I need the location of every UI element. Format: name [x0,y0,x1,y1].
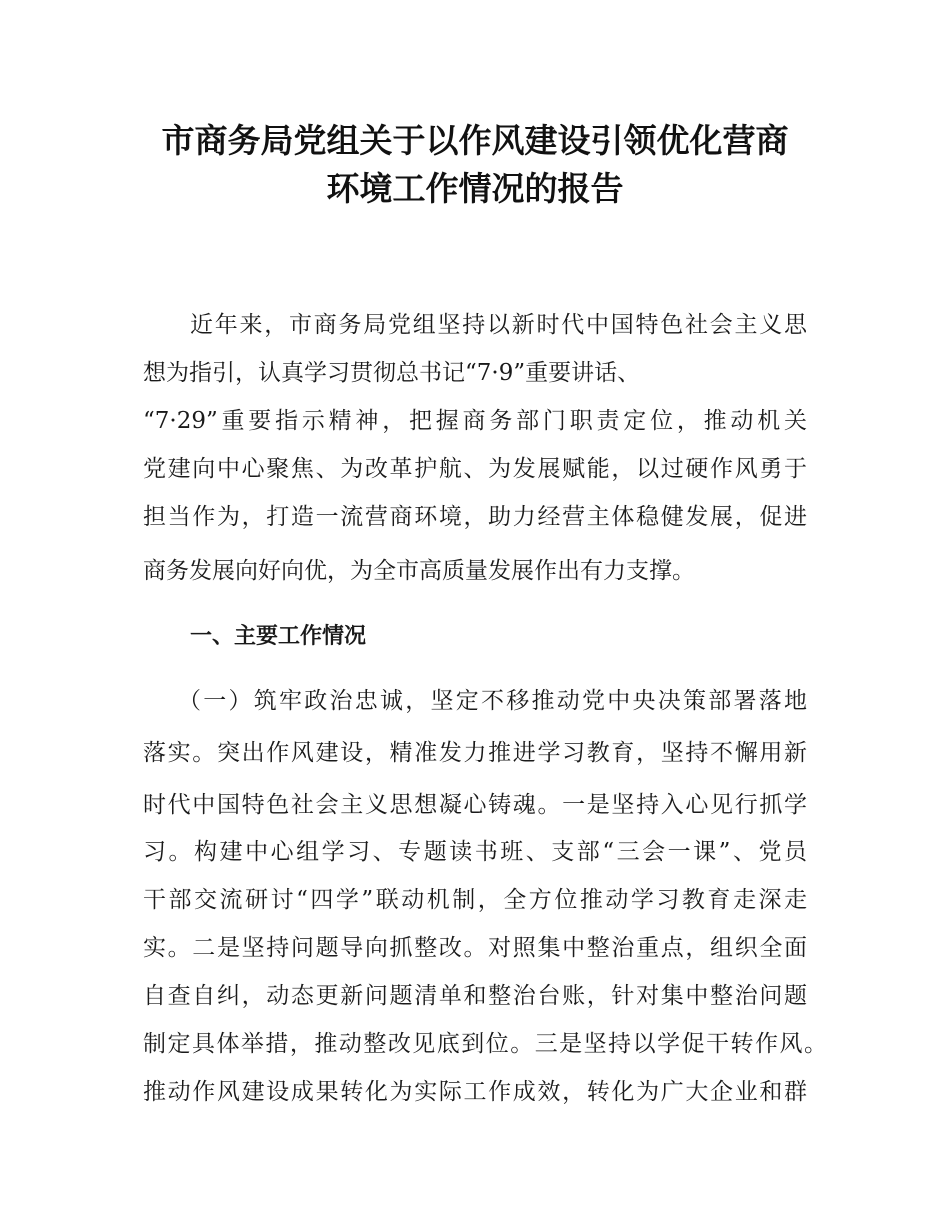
section-paragraph-line: 落实。突出作风建设，精准发力推进学习教育，坚持不懈用新 [143,740,807,766]
section-heading: 一、主要工作情况 [190,624,367,649]
section-paragraph-line: 制定具体举措，推动整改见底到位。三是坚持以学促干转作风。 [143,1031,827,1057]
section-paragraph-line: 干部交流研讨“四学”联动机制，全方位推动学习教育走深走 [143,887,807,913]
intro-paragraph-line: 担当作为，打造一流营商环境，助力经营主体稳健发展，促进 [143,504,807,530]
intro-paragraph-line: 近年来，市商务局党组坚持以新时代中国特色社会主义思 [190,312,807,338]
section-paragraph-line: 实。二是坚持问题导向抓整改。对照集中整治重点，组织全面 [143,935,807,961]
section-paragraph-line: 习。构建中心组学习、专题读书班、支部“三会一课”、党员 [143,839,807,865]
intro-paragraph-line: “7·29”重要指示精神，把握商务部门职责定位，推动机关 [143,408,807,434]
section-paragraph-line: （一）筑牢政治忠诚，坚定不移推动党中央决策部署落地 [178,688,807,714]
section-paragraph-line: 时代中国特色社会主义思想凝心铸魂。一是坚持入心见行抓学 [143,792,807,818]
intro-paragraph-line: 商务发展向好向优，为全市高质量发展作出有力支撑。 [143,558,695,584]
document-title-line-2: 环境工作情况的报告 [326,169,624,208]
intro-paragraph-line: 党建向中心聚焦、为改革护航、为发展赋能，以过硬作风勇于 [143,456,807,482]
intro-paragraph-line: 想为指引，认真学习贯彻总书记“7·9”重要讲话、 [143,360,641,386]
document-title-line-1: 市商务局党组关于以作风建设引领优化营商 [161,121,789,160]
section-paragraph-line: 自查自纠，动态更新问题清单和整治台账，针对集中整治问题 [143,983,807,1009]
section-paragraph-line: 推动作风建设成果转化为实际工作成效，转化为广大企业和群 [143,1079,807,1105]
